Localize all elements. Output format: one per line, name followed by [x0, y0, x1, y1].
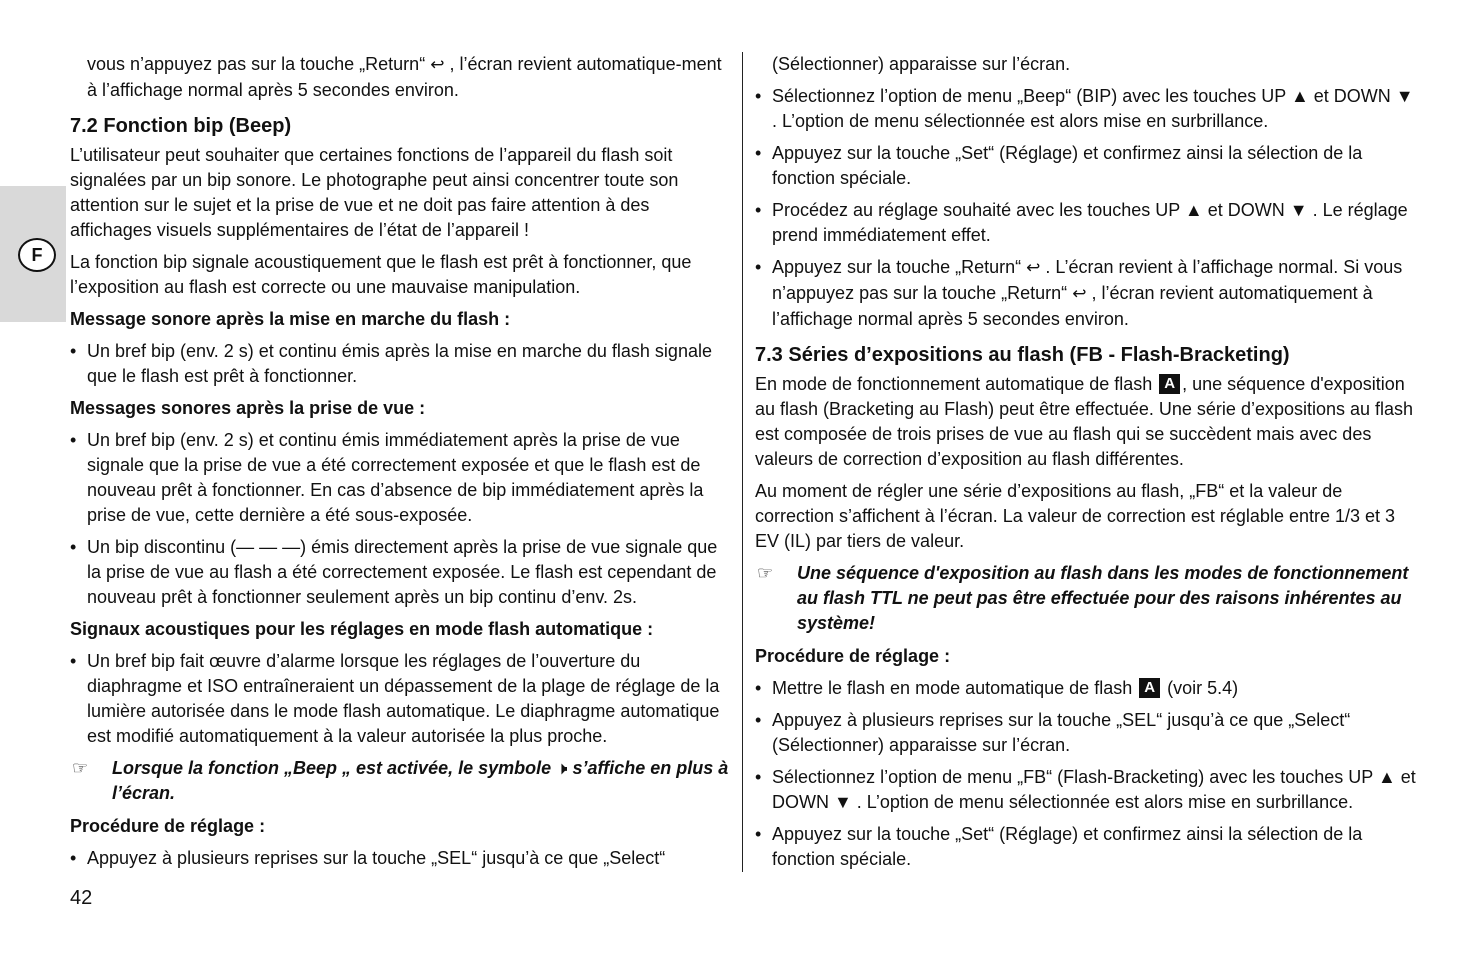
- note-text: Lorsque la fonction „Beep „ est activée, le symbole: [112, 758, 552, 778]
- list-item: • Appuyez à plusieurs reprises sur la touche „SEL“ jusqu’à ce que „Select“ (Sélectionner) apparaisse sur l’écran.: [755, 708, 1419, 758]
- text: Mettre le flash en mode automatique de flash: [772, 678, 1133, 698]
- intro-tail: , l’écran revient automatique-ment à l’affichage normal après 5 secondes environ.: [87, 54, 722, 100]
- list-item: • Appuyez sur la touche „Set“ (Réglage) et confirmez ainsi la sélection de la fonction spéciale.: [755, 822, 1419, 872]
- auto-mode-badge: A: [1159, 374, 1180, 394]
- return-icon: ↩: [1026, 258, 1041, 278]
- text: Appuyez sur la touche „Return“: [772, 257, 1022, 277]
- subheading: Signaux acoustiques pour les réglages en mode flash automatique :: [70, 619, 654, 639]
- list-item: [755, 255, 1419, 332]
- column-divider: [742, 52, 743, 872]
- pointing-hand-icon: ☞: [757, 563, 774, 583]
- list-item: • Un bref bip (env. 2 s) et continu émis après la mise en marche du flash signale que le flash est prêt à fonctionner.: [70, 339, 732, 389]
- text: En mode de fonctionnement automatique de flash: [755, 374, 1153, 394]
- section-7-2-title: 7.2 Fonction bip (Beep): [70, 115, 292, 137]
- pointing-hand-icon: ☞: [72, 758, 89, 778]
- list-item: • Appuyez sur la touche „Set“ (Réglage) et confirmez ainsi la sélection de la fonction spéciale.: [755, 141, 1419, 191]
- continued-text: (Sélectionner) apparaisse sur l’écran.: [772, 54, 1071, 74]
- paragraph: La fonction bip signale acoustiquement que le flash est prêt à fonctionner, que l’exposition au flash est correcte ou une mauvaise manipulation.: [70, 252, 692, 297]
- note-text: Une séquence d'exposition au flash dans les modes de fonctionnement au flash TTL ne peut pas être effectuée pour des raisons inhérentes au système!: [797, 563, 1409, 633]
- left-column: [70, 52, 732, 878]
- paragraph: [755, 372, 1419, 472]
- return-icon: ↩: [1072, 284, 1087, 304]
- intro-paragraph: [70, 52, 732, 103]
- intro-text: vous n’appuyez pas sur la touche „Return“: [87, 54, 426, 74]
- paragraph: L’utilisateur peut souhaiter que certaines fonctions de l’appareil du flash soit signalées par un bip sonore. Le photographe peut ainsi concentrer toute son attention sur le sujet et la prise de vue et ne doit pas faire attention à des affichages visuels supplémentaires de l’état de l’appareil !: [70, 145, 679, 240]
- subheading: Message sonore après la mise en marche du flash :: [70, 309, 511, 329]
- list-item: • Un bref bip (env. 2 s) et continu émis immédiatement après la prise de vue signale que la prise de vue a été correctement exposée et que le flash est de nouveau prêt à fonctionner. En cas d’absence de bip immédiatement après la prise de vue, cette dernière a été sous-exposée.: [70, 428, 732, 528]
- right-column: [755, 52, 1419, 879]
- note-text: s’affiche en plus à l’écran.: [112, 758, 729, 803]
- return-icon: ↩: [430, 55, 445, 75]
- list-item: • Un bip discontinu (— — —) émis directement après la prise de vue signale que la prise de vue au flash a été correctement exposée. Le flash est cependant de nouveau prêt à fonctionner seulement après un bip continu d’env. 2s.: [70, 535, 732, 610]
- text: , l’écran revient automatiquement à l’affichage normal après 5 secondes environ.: [772, 283, 1373, 329]
- text: , une séquence d'exposition au flash (Bracketing au Flash) peut être effectuée. Une série d’expositions au flash est composée de trois prises de vue au flash qui se succèdent mais avec des valeurs de correction d’exposition au flash différentes.: [755, 374, 1414, 469]
- subheading: Procédure de réglage :: [755, 646, 951, 666]
- list-item: [755, 676, 1419, 701]
- page-number: 42: [70, 887, 93, 909]
- note: [70, 756, 732, 806]
- language-badge: F: [18, 238, 56, 272]
- list-item: • Procédez au réglage souhaité avec les touches UP ▲ et DOWN ▼ . Le réglage prend immédiatement effet.: [755, 198, 1419, 248]
- list-item: • Appuyez à plusieurs reprises sur la touche „SEL“ jusqu’à ce que „Select“: [70, 846, 732, 871]
- note: [755, 561, 1419, 636]
- section-7-3-title: 7.3 Séries d’expositions au flash (FB - Flash-Bracketing): [755, 344, 1290, 366]
- text: . L’écran revient à l’affichage normal. Si vous n’appuyez pas sur la touche „Return“: [772, 257, 1403, 303]
- list-item: • Un bref bip fait œuvre d’alarme lorsque les réglages de l’ouverture du diaphragme et ISO entraîneraient un dépassement de la plage de réglage de la lumière autorisée dans le mode flash automatique. Le diaphragme automatique est modifié automatiquement à la valeur autorisée la plus proche.: [70, 649, 732, 749]
- list-item: • Sélectionnez l’option de menu „FB“ (Flash-Bracketing) avec les touches UP ▲ et DOWN ▼ . L’option de menu sélectionnée est alors mise en surbrillance.: [755, 765, 1419, 815]
- speaker-icon: 🕨: [556, 758, 568, 778]
- paragraph: Au moment de régler une série d’expositions au flash, „FB“ et la valeur de correction s’affichent à l’écran. La valeur de correction est réglable entre 1/3 et 3 EV (IL) par tiers de valeur.: [755, 481, 1396, 551]
- list-item: • Sélectionnez l’option de menu „Beep“ (BIP) avec les touches UP ▲ et DOWN ▼ . L’option de menu sélectionnée est alors mise en surbrillance.: [755, 84, 1419, 134]
- text: (voir 5.4): [1167, 678, 1239, 698]
- subheading: Messages sonores après la prise de vue :: [70, 398, 426, 418]
- subheading: Procédure de réglage :: [70, 816, 266, 836]
- auto-mode-badge: A: [1139, 678, 1160, 698]
